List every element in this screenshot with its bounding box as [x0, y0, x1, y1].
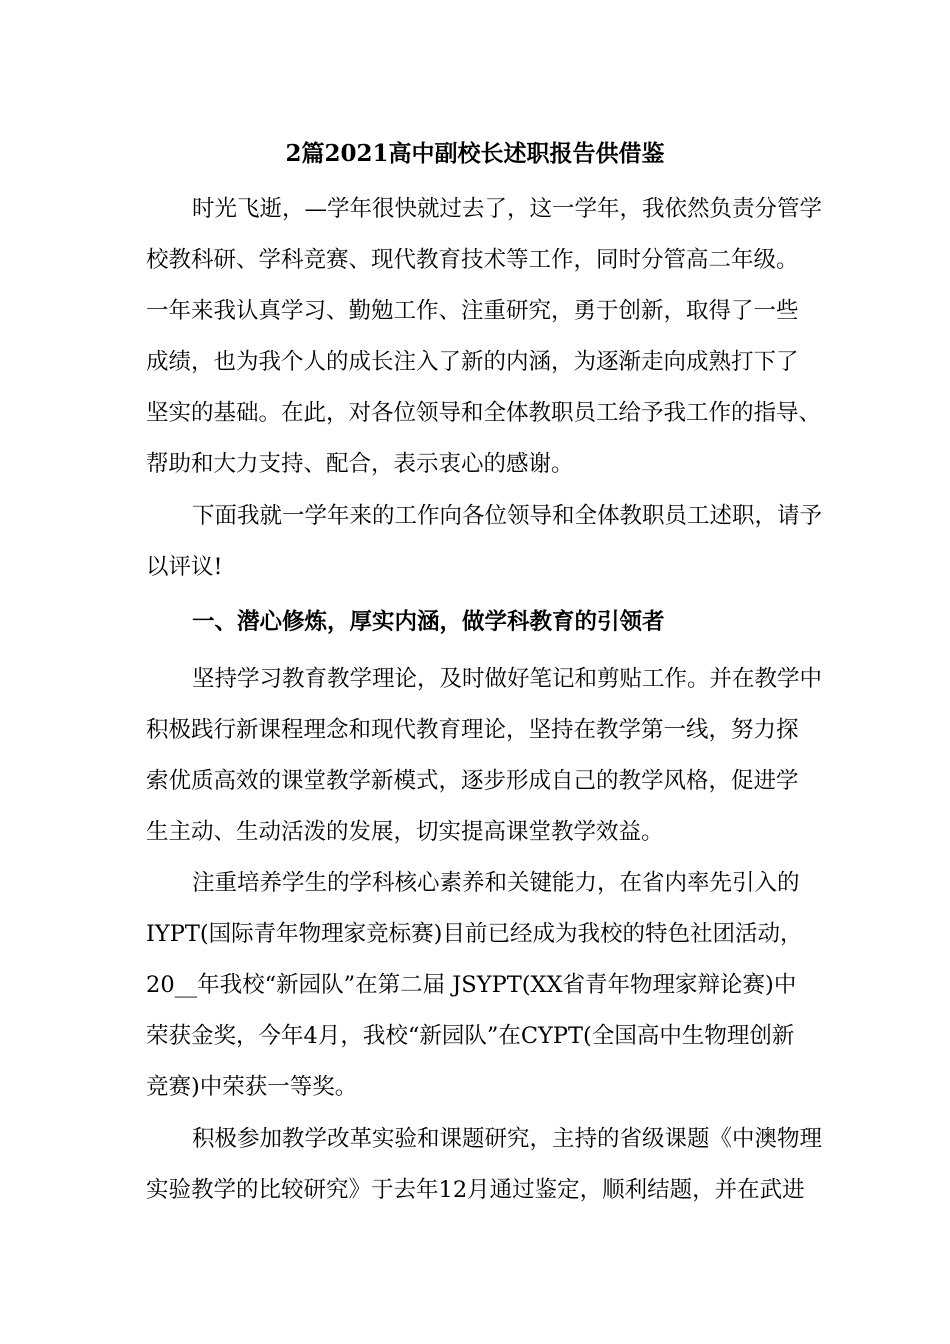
- paragraph-line: 积极参加教学改革实验和课题研究，主持的省级课题《中澳物理: [192, 1126, 823, 1152]
- paragraph-line: 荣获金奖，今年4月，我校“新园队”在CYPT(全国高中生物理创新: [146, 1023, 795, 1049]
- paragraph-line: 生主动、生动活泼的发展，切实提高课堂教学效益。: [146, 819, 664, 845]
- paragraph-competitions: [146, 858, 836, 1113]
- paragraph-research: [146, 1114, 836, 1216]
- paragraph-line: 校教科研、学科竞赛、现代教育技术等工作，同时分管高二年级。: [146, 247, 799, 273]
- paragraph-theory-study: [146, 654, 836, 858]
- section-heading-1: [146, 597, 836, 648]
- paragraph-line: 坚持学习教育教学理论，及时做好笔记和剪贴工作。并在教学中: [192, 666, 823, 692]
- paragraph-request-review: [146, 491, 836, 593]
- paragraph-line: 20__年我校“新园队”在第二届 JSYPT(XX省青年物理家辩论赛)中: [146, 972, 797, 998]
- document-title: 2篇2021高中副校长述职报告供借鉴: [285, 140, 665, 167]
- paragraph-line: 帮助和大力支持、配合，表示衷心的感谢。: [146, 451, 574, 477]
- paragraph-line: IYPT(国际青年物理家竞标赛)目前已经成为我校的特色社团活动，: [146, 921, 803, 947]
- paragraph-line: 下面我就一学年来的工作向各位领导和全体教职员工述职，请予: [192, 503, 823, 529]
- paragraph-line: 竞赛)中荣获一等奖。: [146, 1074, 358, 1100]
- section-heading-text: 一、潜心修炼，厚实内涵，做学科教育的引领者: [192, 609, 665, 635]
- paragraph-line: 注重培养学生的学科核心素养和关键能力，在省内率先引入的: [192, 870, 800, 896]
- paragraph-line: 实验教学的比较研究》于去年12月通过鉴定，顺利结题，并在武进: [146, 1177, 805, 1203]
- paragraph-intro: [146, 184, 836, 490]
- paragraph-line: 坚实的基础。在此，对各位领导和全体教职员工给予我工作的指导、: [146, 400, 822, 426]
- paragraph-line: 时光飞逝，—学年很快就过去了，这一学年，我依然负责分管学: [192, 196, 823, 222]
- paragraph-line: 索优质高效的课堂教学新模式，逐步形成自己的教学风格，促进学: [146, 768, 799, 794]
- paragraph-line: 积极践行新课程理念和现代教育理论，坚持在教学第一线，努力探: [146, 717, 799, 743]
- paragraph-line: 以评议!: [146, 554, 223, 580]
- paragraph-line: 成绩，也为我个人的成长注入了新的内涵，为逐渐走向成熟打下了: [146, 349, 799, 375]
- paragraph-line: 一年来我认真学习、勤勉工作、注重研究，勇于创新，取得了一些: [146, 298, 799, 324]
